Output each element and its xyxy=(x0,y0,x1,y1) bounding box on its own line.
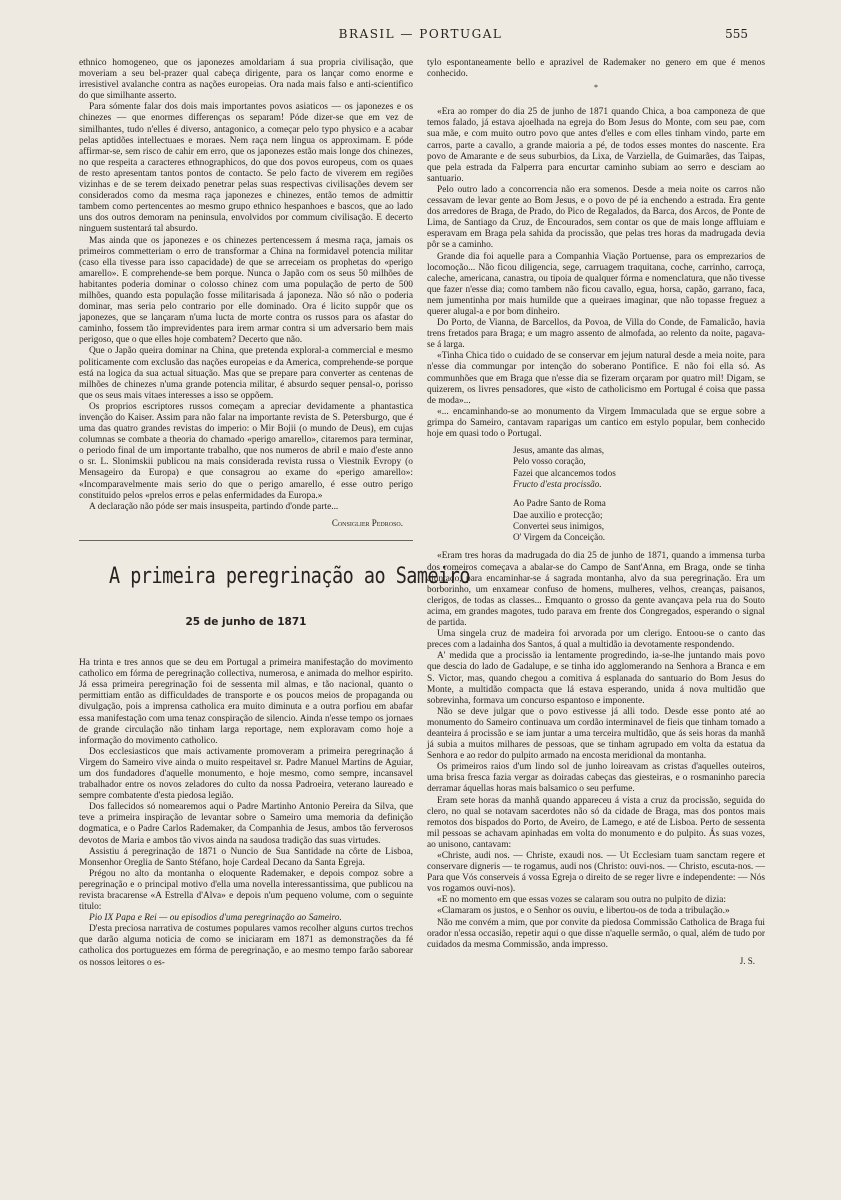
hymn-stanza xyxy=(513,498,765,543)
running-head xyxy=(0,27,841,45)
quote-paragraph: A' medida que a procissão ia lentamente progredindo, ia-se-lhe juntando mais povo que descia do lado de Gadalupe, e se tinha ido agglomerando na Senhora a Branca e em S. Victor, mas, quando chegou a comitiva á esplanada do santuario do Bom Jesus do Monte, a multidão compacta que lá estava esperando, unida á nova multidão que sobrevinha, formava um concurso espantoso e imponente. xyxy=(427,651,765,706)
right-column xyxy=(427,58,765,967)
quote-paragraph: «Era ao romper do dia 25 de junho de 1871 quando Chica, a boa camponeza de que temos falado, já estava ajoelhada na egreja do Bom Jesus do Monte, com seu pae, com sua mãe, e com muito outro povo que antes d'elles e com elles tinham vindo, parte em carros, parte a cavallo, a grande maioria a pé, de todos esses montes do nascente. Era povo de Amarante e de seus suburbios, da Lixa, de Varziella, de Guimarães, das Taipas, que pela estrada da Falperra para encurtar caminho subiam ao serro e desciam ao santuario. xyxy=(427,107,765,184)
article-paragraph: Assistiu á peregrinação de 1871 o Nuncio de Sua Santidade na côrte de Lisboa, Monsenhor Oreglia de Santo Stéfano, hoje Cardeal Decano da Santa Egreja. xyxy=(79,846,413,868)
quote-paragraph: Do Porto, de Vianna, de Barcellos, da Povoa, de Villa do Conde, de Famalicão, havia trens fretados para Braga; e um magro assento de almofada, ao relento da noite, pagava-se á larga. xyxy=(427,318,765,351)
essay-paragraph: A declaração não póde ser mais insuspeita, partindo d'onde parte... xyxy=(89,501,339,512)
quote-paragraph: Pelo outro lado a concorrencia não era somenos. Desde a meia noite os carros não cessavam de levar gente ao Bom Jesus, e o povo de pé ia enchendo a estrada. Era gente dos arredores de Braga, de Prado, do Pico de Regalados, da Barca, dos Arcos, de Ponte de Lima, de Santiago da Cruz, de Encourados, sem contar os que de mais longe affluiam e esperavam em Braga pela sahida da procissão, que pelas tres horas da madrugada devia pôr se a caminho. xyxy=(427,184,765,251)
verse-line: Jesus, amante das almas, xyxy=(513,445,605,456)
essay-signature: Consiglier Pedroso. xyxy=(331,517,403,528)
article-headline: A primeira peregrinação ao Sameiro xyxy=(109,562,471,589)
essay-paragraph: Os proprios escriptores russos começam a apreciar devidamente a phantastica invenção do Kaiser. Assim para não falar na importante revista de S. Petersburgo, que é uma das quatro grandes revistas do imperio: o Mir Bojii (o mundo de Deus), em cujas columnas se combate a theoria do chamado «perigo amarello», citaremos para terminar, o periodo final de um importante trabalho, que nos numeros de abril e maio d'este anno o sr. L. Slonimskii publicou na mais considerada revista russa o Viestnik Evropy (o Mensageiro da Europa) e que consagrou ao exame do «perigo amarello»: «Incomparavelmente mais serio do que o perigo amarello, é esse outro perigo constituido pelos «prelos erros e pelas enfermidades da Europa.» xyxy=(79,401,413,501)
quote-paragraph: Uma singela cruz de madeira foi arvorada por um clerigo. Entoou-se o canto das preces com a ladainha dos Santos, á qual a multidão ia devotamente respondendo. xyxy=(427,629,765,651)
quote-paragraph: «Tinha Chica tido o cuidado de se conservar em jejum natural desde a meia noite, para n'esse dia commungar por intenção do soberano Pontifice. E não foi ella só. As communhões que em Braga que n'esse dia se fizeram orçaram por quatro mil! Digam, se quizerem, os livres pensadores, que «isto de catholicismo em Portugal é coisa que passa de moda»... xyxy=(427,351,765,406)
quote-paragraph: «Eram tres horas da madrugada do dia 25 de junho de 1871, quando a immensa turba dos romeiros começava a abalar-se do Campo de Sant'Anna, em Braga, onde se tinha ajuntado, para encaminhar-se á sagrada montanha, alvo da sua peregrinação. Era um borborinho, um enxamear confuso de homens, mulheres, velhos, creanças, paisanos, clerigos, de todas as classes... Emquanto o grosso da gente avançava pela rua do Souto acima, em grandes magotes, tudo parava em frente dos Congregados, esperando o signal de partida. xyxy=(427,551,765,629)
article-dateline: 25 de junho de 1871 xyxy=(185,615,307,628)
quote-paragraph: Grande dia foi aquelle para a Companhia Viação Portuense, para os emprezarios de locomoção... Não ficou diligencia, sege, carruagem traquitana, coche, carrinho, carroça, caleche, americana, canastra, ou tipoia de qualquer fórma e nomenclatura, que não tivesse que fazer n'esse dia; como tambem não ficou cavallo, egua, horsa, capão, garrano, faca, nem jumentinha por mais humilde que a queiraes imaginar, que não topasse freguez a querer alugal-a e por bom dinheiro. xyxy=(427,251,765,317)
article-signature: J. S. xyxy=(739,955,755,966)
article-paragraph: tylo espontaneamente bello e aprazivel de Rademaker no genero em que é menos conhecido. xyxy=(427,58,765,80)
quote-paragraph: «... encaminhando-se ao monumento da Virgem Immaculada que se ergue sobre a grimpa do Sameiro, cantavam raparigas um cantico em estylo popular, bem conhecido hoje em quasi todo o Portugal. xyxy=(427,406,765,439)
verse-line: Ao Padre Santo de Roma xyxy=(513,498,606,509)
quote-paragraph: «Clamaram os justos, e o Senhor os ouviu, e libertou-os de toda a tribulação.» xyxy=(437,906,730,917)
verse-line: Fazei que alcancemos todos xyxy=(513,467,616,478)
essay-paragraph: ethnico homogeneo, que os japonezes amoldariam á sua propria civilisação, que moveriam a seu bel-prazer qual cabeça dirigente, para os lançar como enorme e irresistivel avalanche contra as nações europeias. Ora nada mais falso e anti-scientifico do que similhante asserto. xyxy=(79,58,413,102)
hymn-stanza xyxy=(513,445,765,490)
article-paragraph: Dos fallecidos só nomearemos aqui o Padre Martinho Antonio Pereira da Silva, que teve a primeira inspiração de levantar sobre o Sameiro uma memoria da definição dogmatica, e o Padre Carlos Rademaker, da Companhia de Jesus, ambos tão ferverosos devotos de Maria e ambos tão vivos ainda na saudosa tradição das suas virtudes. xyxy=(79,802,413,846)
quote-paragraph: Eram sete horas da manhã quando appareceu á vista a cruz da procissão, seguida do clero, no qual se notavam sacerdotes não só da cidade de Braga, mas dos pontos mais remotos dos bispados do Porto, de Aveiro, de Lamego, e até de Lisboa. Perto de sessenta mil pessoas se achavam apinhadas em volta do monumento e do pulpito. Ás suas vozes, ao unisono, cantavam: xyxy=(427,795,765,850)
article-paragraph: Ha trinta e tres annos que se deu em Portugal a primeira manifestação do movimento catholico em fórma de peregrinação collectiva, numerosa, e animada do melhor espirito. Já essa primeira peregrinação foi de sessenta mil almas, e tão nacional, quanto o permittiam então as difficuldades de transporte e os poucos meios de propaganda ou divulgação, pois a imprensa catholica era muito diminuta e a outra porfiou em abafar essa manifestação com uma tenaz conspiração de silencio. Ainda n'esse tempo os jornaes de grande circulação não tinham larga reportage, nem exploravam como hoje a informação do movimento catholico. xyxy=(79,658,413,746)
quote-paragraph: Os primeiros raios d'um lindo sol de junho loireavam as cristas d'aquelles outeiros, uma brisa fresca fazia vergar as doiradas cabeças das giesteiras, e o rosmaninho parecia derramar áquellas horas mais balsamico o seu perfume. xyxy=(427,762,765,795)
verse-line: Dae auxilio e protecção; xyxy=(513,509,603,520)
article-paragraph: Prégou no alto da montanha o eloquente Rademaker, e depois compoz sobre a peregrinação e o principal motivo d'ella uma novella interessantissima, que publicou na revista bracarense «A Estrella d'Alva» e depois n'um pequeno volume, com o seguinte titulo: xyxy=(79,868,413,913)
left-column xyxy=(79,58,471,969)
quote-paragraph: Não me convém a mim, que por convite da piedosa Commissão Catholica de Braga fui orador n'essa occasião, repetir aqui o que disse n'aquelle sermão, o qual, além de tudo por cuidados da mesma Commissão, anda impresso. xyxy=(427,917,765,950)
quote-paragraph: Não se deve julgar que o povo estivesse já alli todo. Desde esse ponto até ao monumento do Sameiro continuava um cordão interminavel de fieis que tinham tomado a deanteira á procissão e se iam juntar a uma terceira multidão, que ás seis horas da manhã já subia a muitos milhares de pessoas, que se tinham agrupado em volta da estatua da Senhora e ao redor do pulpito armado na encosta meridional da montanha. xyxy=(427,706,765,762)
essay-paragraph: Para sómente falar dos dois mais importantes povos asiaticos — os japonezes e os chinezes — que enormes differenças os separam! Póde dizer-se que em vez de similhantes, tudo n'elles é diverso, antagonico, a começar pelo typo physico e a acabar pelas aptidões intellectuaes e moraes. Nem raça nem lingua os approximam. E póde affirmar-se, sem risco de cahir em erro, que os japonezes estão mais longe dos chinezes, no que respeita a caracteres ethnographicos, do que dos povos europeus, com os quaes de resto apresentam tantos pontos de contacto. Se pelo facto de viverem em regiões vizinhas e de se terem deixado penetrar pelas suas respectivas civilisações devem ser considerados como da mesma raça japonezes e chinezes, então temos de admittir tambem como pertencentes ao mesmo grupo ethnico hespanhoes e bascos, que ao lado uns dos outros demoram na peninsula, envolvidos por commum civilisação. E decerto ninguem sustentará tal absurdo. xyxy=(79,102,413,235)
verse-line: O' Virgem da Conceição. xyxy=(513,532,606,543)
article-paragraph: D'esta preciosa narrativa de costumes populares vamos recolher alguns curtos trechos que darão alguma noticia de como se iniciaram em 1871 as demonstrações da fé catholica dos portuguezes em fórma de peregrinação, e ao mesmo tempo farão saborear os nossos leitores o es- xyxy=(79,924,413,968)
hymn-verse xyxy=(513,445,765,543)
page-number: 555 xyxy=(725,27,748,41)
book-title: Pio IX Papa e Rei — ou episodios d'uma peregrinação ao Sameiro. xyxy=(89,913,342,924)
essay-paragraph: Que o Japão queira dominar na China, que pretenda exploral-a commercial e mesmo politicamente com exclusão das nações europeias e da America, comprehende-se porque está na logica da sua actual situação. Mas que se prepare para converter as centenas de milhões de chinezes n'uma grande potencia militar, é absurdo sequer pensal-o, porisso que os seus mais vitaes interesses a isso se oppõem. xyxy=(79,346,413,401)
essay-paragraph: Mas ainda que os japonezes e os chinezes pertencessem á mesma raça, jamais os primeiros commetteriam o erro de transformar a China na formidavel potencia militar (caso ella tivesse para isso capacidade) de que se arreceiam os prophetas do «perigo amarello». E comprehende-se bem porque. Nunca o Japão com os seus 50 milhões de habitantes poderia dominar o colosso chinez com uma população de perto de 500 milhões, quando esta população fosse militarisada á japoneza. Não só não o poderia dominar, mas seria pelo contrario por elle dominado. Ora é licito suppôr que os japonezes, que se lançaram n'uma lucta de morte contra os russos para os afastar do caminho, fossem tão imprevidentes para irem armar contra si um adversario bem mais perigoso, que o que elles hoje combatem? Decerto que não. xyxy=(79,235,413,346)
verse-line: Fructo d'esta procissão. xyxy=(513,478,602,489)
section-asterisk: * xyxy=(594,83,598,93)
verse-line: Pelo vosso coração, xyxy=(513,456,586,467)
article-paragraph: Dos ecclesiasticos que mais activamente promoveram a primeira peregrinação á Virgem do Sameiro vive ainda o muito respeitavel sr. Padre Manuel Martins de Aguiar, um dos fundadores d'aquelle monumento, e hoje mesmo, como sempre, incansavel trabalhador entre os novos zeladores do culto da nossa Padroeira, veterano laureado e sempre combatente d'esta piedosa legião. xyxy=(79,746,413,802)
running-title: BRASIL — PORTUGAL xyxy=(338,27,503,41)
section-divider xyxy=(79,540,413,541)
quote-paragraph: «E no momento em que essas vozes se calaram sou outra no pulpito de dizia: xyxy=(437,895,726,906)
quote-paragraph: «Christe, audi nos. — Christe, exaudi nos. — Ut Ecclesiam tuam sanctam regere et conservare digneris — te rogamus, audi nos (Christo: ouvi-nos. — Christo, escuta-nos. — Para que Vós conserveis á vossa Egreja o direito de se reger livre e independente: — Nós vos rogamos ouvi-nos). xyxy=(427,851,765,895)
verse-line: Convertei seus inimigos, xyxy=(513,520,605,531)
